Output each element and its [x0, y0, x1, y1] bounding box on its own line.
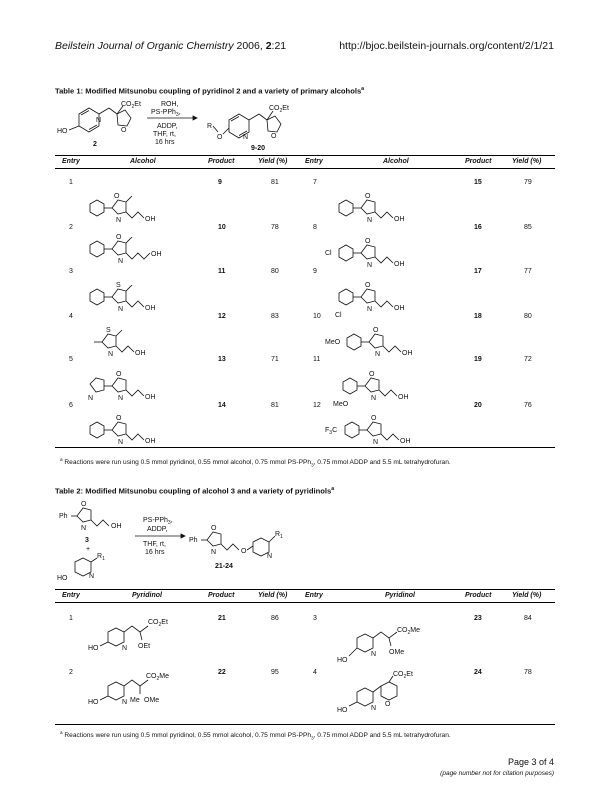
svg-text:N: N [373, 439, 379, 445]
t1-entry2: 9 [313, 268, 317, 275]
t2-alcohol-n: N [81, 525, 87, 532]
alcohol-structure [90, 415, 156, 445]
t2-col-product2: Product [465, 592, 492, 599]
t1-col-product2: Product [465, 158, 492, 165]
svg-text:N: N [118, 395, 124, 402]
t1-product-n: N [243, 134, 249, 141]
svg-text:HO: HO [337, 657, 348, 664]
t1-ho-label: HO [57, 128, 68, 135]
pyridinol-structure [88, 619, 168, 652]
t2-col-yield: Yield (%) [258, 592, 288, 599]
table2-pyridinol-structures-left [86, 612, 216, 722]
t2-col-entry: Entry [62, 592, 80, 599]
t1-col-alcohol2: Alcohol [383, 158, 409, 165]
t1-entry2: 11 [313, 356, 321, 363]
svg-text:Cl: Cl [335, 312, 342, 319]
t1-yield2: 76 [524, 402, 532, 409]
t2-entry: 2 [69, 669, 73, 676]
t2-reagent2: ADDP, [147, 526, 168, 533]
svg-text:N: N [118, 439, 124, 445]
t1-yield: 80 [271, 268, 279, 275]
svg-text:O: O [114, 193, 120, 200]
t1-yield: 81 [271, 179, 279, 186]
svg-text:N: N [108, 351, 114, 358]
t2-cond1: THF, rt, [143, 541, 166, 548]
svg-text:O: O [373, 327, 379, 334]
t1-footnote-tail: , 0.75 mmol ADDP and 5.5 mL tetrahydrofuran. [313, 459, 451, 467]
svg-text:N: N [371, 395, 377, 402]
t1-cond3: 16 hrs [155, 139, 175, 146]
svg-text:O: O [385, 701, 391, 708]
svg-text:OMe: OMe [389, 649, 405, 656]
svg-text:O: O [116, 234, 122, 241]
svg-text:OH: OH [145, 438, 156, 445]
alcohol-structure [90, 193, 156, 224]
t1-footnote-sub: 3 [311, 462, 314, 468]
alcohol-structure [94, 327, 146, 358]
t1-entry: 1 [69, 179, 73, 186]
t1-r-label: R [207, 123, 213, 130]
svg-text:HO: HO [337, 707, 348, 714]
f3c-label: $F_3C$ [325, 427, 338, 436]
t2-product-o2: O [241, 548, 247, 555]
svg-text:OEt: OEt [138, 643, 151, 650]
svg-text:MeO: MeO [325, 339, 341, 346]
t1-entry: 4 [69, 313, 73, 320]
svg-text:OH: OH [145, 216, 156, 223]
t2-yield2: 84 [524, 615, 532, 622]
t1-product-ester: $CO_2Et$ [269, 105, 289, 114]
svg-text:S: S [116, 282, 121, 289]
t2-col-pyridinol: Pyridinol [132, 592, 162, 599]
t1-product2: 17 [474, 268, 482, 275]
t1-entry: 2 [69, 224, 73, 231]
t1-entry2: 7 [313, 179, 317, 186]
svg-text:OH: OH [145, 305, 156, 312]
t1-footnote-text: Reactions were run using 0.5 mmol pyridinol, 0.55 mmol alcohol, 0.75 mmol PS-PPh [62, 459, 312, 467]
table2-title [55, 486, 334, 496]
svg-text:N: N [88, 395, 94, 402]
pyridinol-structure [337, 671, 413, 714]
alcohol-structure [90, 282, 156, 313]
alcohol-structure [325, 238, 405, 269]
t1-footnote-sup: a [60, 457, 63, 462]
svg-text:OH: OH [151, 251, 162, 258]
svg-text:HO: HO [88, 699, 99, 706]
t1-product: 13 [218, 356, 226, 363]
t2-yield: 86 [271, 615, 279, 622]
table2-scheme [55, 496, 355, 586]
t2-yield2: 78 [524, 669, 532, 676]
t2-footnote-sup: a [60, 730, 63, 735]
alcohol-structure [88, 371, 156, 402]
journal-citation [55, 40, 286, 52]
t2-plus: + [86, 546, 91, 553]
svg-text:OH: OH [135, 350, 146, 357]
t1-product2: 20 [474, 402, 482, 409]
svg-text:OH: OH [398, 394, 409, 401]
table2-top-rule [55, 589, 555, 590]
svg-text:OH: OH [394, 305, 405, 312]
svg-text:O: O [116, 415, 122, 422]
svg-text:O: O [365, 282, 371, 289]
t1-col-yield: Yield (%) [258, 158, 288, 165]
svg-text:O: O [371, 415, 377, 422]
table2-pyridinol-structures-right [335, 618, 465, 728]
alcohol-structure [333, 371, 409, 408]
svg-text:Me: Me [130, 697, 140, 704]
t1-col-yield2: Yield (%) [512, 158, 542, 165]
alcohol-structure [335, 282, 405, 319]
svg-text:N: N [116, 217, 122, 224]
t2-product2: 24 [474, 669, 482, 676]
t1-entry: 5 [69, 356, 73, 363]
t1-n-label: N [96, 117, 102, 124]
t2-product-ph: Ph [189, 537, 198, 544]
t2-entry: 1 [69, 615, 73, 622]
t1-ester: $CO_2Et$ [121, 101, 141, 110]
alcohol-structure [325, 327, 413, 358]
table1-title-sup: a [361, 86, 365, 92]
table2-bottom-rule [55, 724, 555, 725]
svg-text:N: N [122, 699, 128, 706]
t1-yield: 83 [271, 313, 279, 320]
t2-yield: 95 [271, 669, 279, 676]
svg-text:N: N [367, 306, 373, 313]
svg-text:OH: OH [145, 394, 156, 401]
table1-scheme [55, 96, 315, 152]
t2-product-label: 21-24 [215, 563, 233, 570]
t1-cond2: THF, rt, [153, 131, 176, 138]
t1-product2: 16 [474, 224, 482, 231]
svg-text:OH: OH [394, 216, 405, 223]
t2-product-r1: $R_1$ [275, 531, 283, 540]
t2-product-n1: N [211, 549, 217, 556]
t1-cond1: ADDP, [157, 123, 178, 130]
t1-yield: 78 [271, 224, 279, 231]
t1-product: 11 [218, 268, 226, 275]
t1-product-label: 9-20 [251, 145, 266, 152]
table2-footnote [60, 730, 451, 741]
pyridinol-structure [337, 627, 420, 664]
t2-entry2: 3 [313, 615, 317, 622]
table1-top-rule [55, 155, 555, 156]
t1-product2: 15 [474, 179, 482, 186]
svg-text:CO2Et: $CO_2Et$ [393, 671, 413, 680]
alcohol-structure [325, 415, 411, 445]
svg-text:HO: HO [88, 645, 99, 652]
t2-alcohol-label: 3 [85, 537, 89, 544]
t2-product: 21 [218, 615, 226, 622]
article-url[interactable]: http://bjoc.beilstein-journals.org/content/2/1/21 [339, 40, 554, 52]
t1-product-ring-o: O [271, 133, 277, 140]
table1-alcohol-structures-left [80, 180, 215, 445]
t1-product: 12 [218, 313, 226, 320]
svg-text:O: O [369, 371, 375, 378]
t2-reagent1: PS-PPh$_3$, [143, 517, 173, 526]
table2-header-rule [55, 602, 555, 603]
table1-bottom-rule [55, 447, 555, 448]
t2-pyr-ho: HO [57, 575, 68, 582]
t1-yield: 81 [271, 402, 279, 409]
table1-footnote [60, 457, 451, 468]
svg-text:O: O [365, 238, 371, 245]
svg-text:N: N [367, 217, 373, 224]
journal-year: 2006, [233, 40, 266, 52]
t2-product: 22 [218, 669, 226, 676]
svg-text:OMe: OMe [144, 697, 160, 704]
t1-sm-label: 2 [93, 141, 97, 148]
t2-footnote-tail: , 0.75 mmol ADDP and 5.5 mL tetrahydrofuran. [313, 732, 451, 740]
t1-entry2: 10 [313, 313, 321, 320]
page-note: (page number not for citation purposes) [440, 770, 554, 777]
t1-product: 10 [218, 224, 226, 231]
t2-footnote-text: Reactions were run using 0.5 mmol pyridinol, 0.55 mmol alcohol, 0.75 mmol PS-PPh [62, 732, 312, 740]
journal-name: Beilstein Journal of Organic Chemistry [55, 40, 234, 52]
t2-product-n2: N [267, 553, 273, 560]
t1-entry2: 8 [313, 224, 317, 231]
t1-col-entry: Entry [62, 158, 80, 165]
t1-yield2: 72 [524, 356, 532, 363]
t1-entry: 3 [69, 268, 73, 275]
t1-product: 9 [218, 179, 222, 186]
svg-text:N: N [371, 705, 377, 712]
t1-yield: 71 [271, 356, 279, 363]
t2-cond2: 16 hrs [145, 549, 165, 556]
t1-entry2: 12 [313, 402, 321, 409]
t1-product: 14 [218, 402, 226, 409]
t2-pyr-n: N [89, 573, 95, 580]
t1-col-entry2: Entry [305, 158, 323, 165]
t1-col-alcohol: Alcohol [130, 158, 156, 165]
svg-text:Cl: Cl [325, 250, 332, 257]
t1-reagent2: PS-PPh$_3$, [151, 109, 181, 118]
t1-yield2: 79 [524, 179, 532, 186]
table1-title-text: Table 1: Modified Mitsunobu coupling of pyridinol 2 and a variety of primary alcohols [55, 86, 362, 96]
t1-yield2: 77 [524, 268, 532, 275]
svg-text:N: N [118, 306, 124, 313]
t1-product-o: O [217, 134, 223, 141]
page-number: Page 3 of 4 [507, 757, 554, 767]
t1-yield2: 80 [524, 313, 532, 320]
t2-col-pyridinol2: Pyridinol [385, 592, 415, 599]
pyridinol-structure [88, 673, 169, 706]
t2-col-entry2: Entry [305, 592, 323, 599]
svg-text:O: O [116, 371, 122, 378]
table2-title-text: Table 2: Modified Mitsunobu coupling of alcohol 3 and a variety of pyridinols [55, 486, 332, 496]
journal-volume: 2 [265, 40, 272, 52]
svg-text:CO2Me: $CO_2Me$ [146, 673, 170, 682]
svg-text:N: N [122, 645, 128, 652]
t1-entry: 6 [69, 402, 73, 409]
t2-entry2: 4 [313, 669, 317, 676]
svg-text:CO2Et: $CO_2Et$ [148, 619, 168, 628]
table1-title [55, 86, 364, 96]
svg-text:N: N [367, 262, 373, 269]
t2-r1: $R_1$ [97, 553, 105, 562]
table1-header-rule [55, 168, 555, 169]
alcohol-structure [90, 234, 162, 265]
t1-product2: 19 [474, 356, 482, 363]
t1-col-product: Product [208, 158, 235, 165]
t1-product2: 18 [474, 313, 482, 320]
t2-product-o1: O [211, 525, 217, 532]
journal-issue: :21 [271, 40, 287, 52]
svg-text:N: N [375, 351, 381, 358]
t2-ph: Ph [59, 513, 68, 520]
svg-text:MeO: MeO [333, 401, 349, 408]
svg-text:N: N [118, 258, 124, 265]
t1-yield2: 85 [524, 224, 532, 231]
svg-text:N: N [371, 651, 377, 658]
svg-text:OH: OH [402, 350, 413, 357]
svg-text:O: O [365, 193, 371, 200]
t2-footnote-sub: 3 [311, 735, 314, 741]
t1-ring-o: O [121, 127, 127, 134]
svg-text:CO2Me: $CO_2Me$ [397, 627, 421, 636]
svg-text:OH: OH [400, 438, 411, 445]
t2-alcohol-o: O [81, 501, 87, 508]
svg-text:S: S [106, 327, 111, 334]
t2-alcohol-oh: OH [111, 523, 122, 530]
svg-text:OH: OH [394, 261, 405, 268]
t2-product2: 23 [474, 615, 482, 622]
t2-col-yield2: Yield (%) [512, 592, 542, 599]
alcohol-structure [339, 193, 405, 224]
t2-col-product: Product [208, 592, 235, 599]
table2-title-sup: a [331, 486, 335, 492]
t1-reagent1: ROH, [161, 101, 179, 108]
table1-alcohol-structures-right [325, 180, 460, 445]
